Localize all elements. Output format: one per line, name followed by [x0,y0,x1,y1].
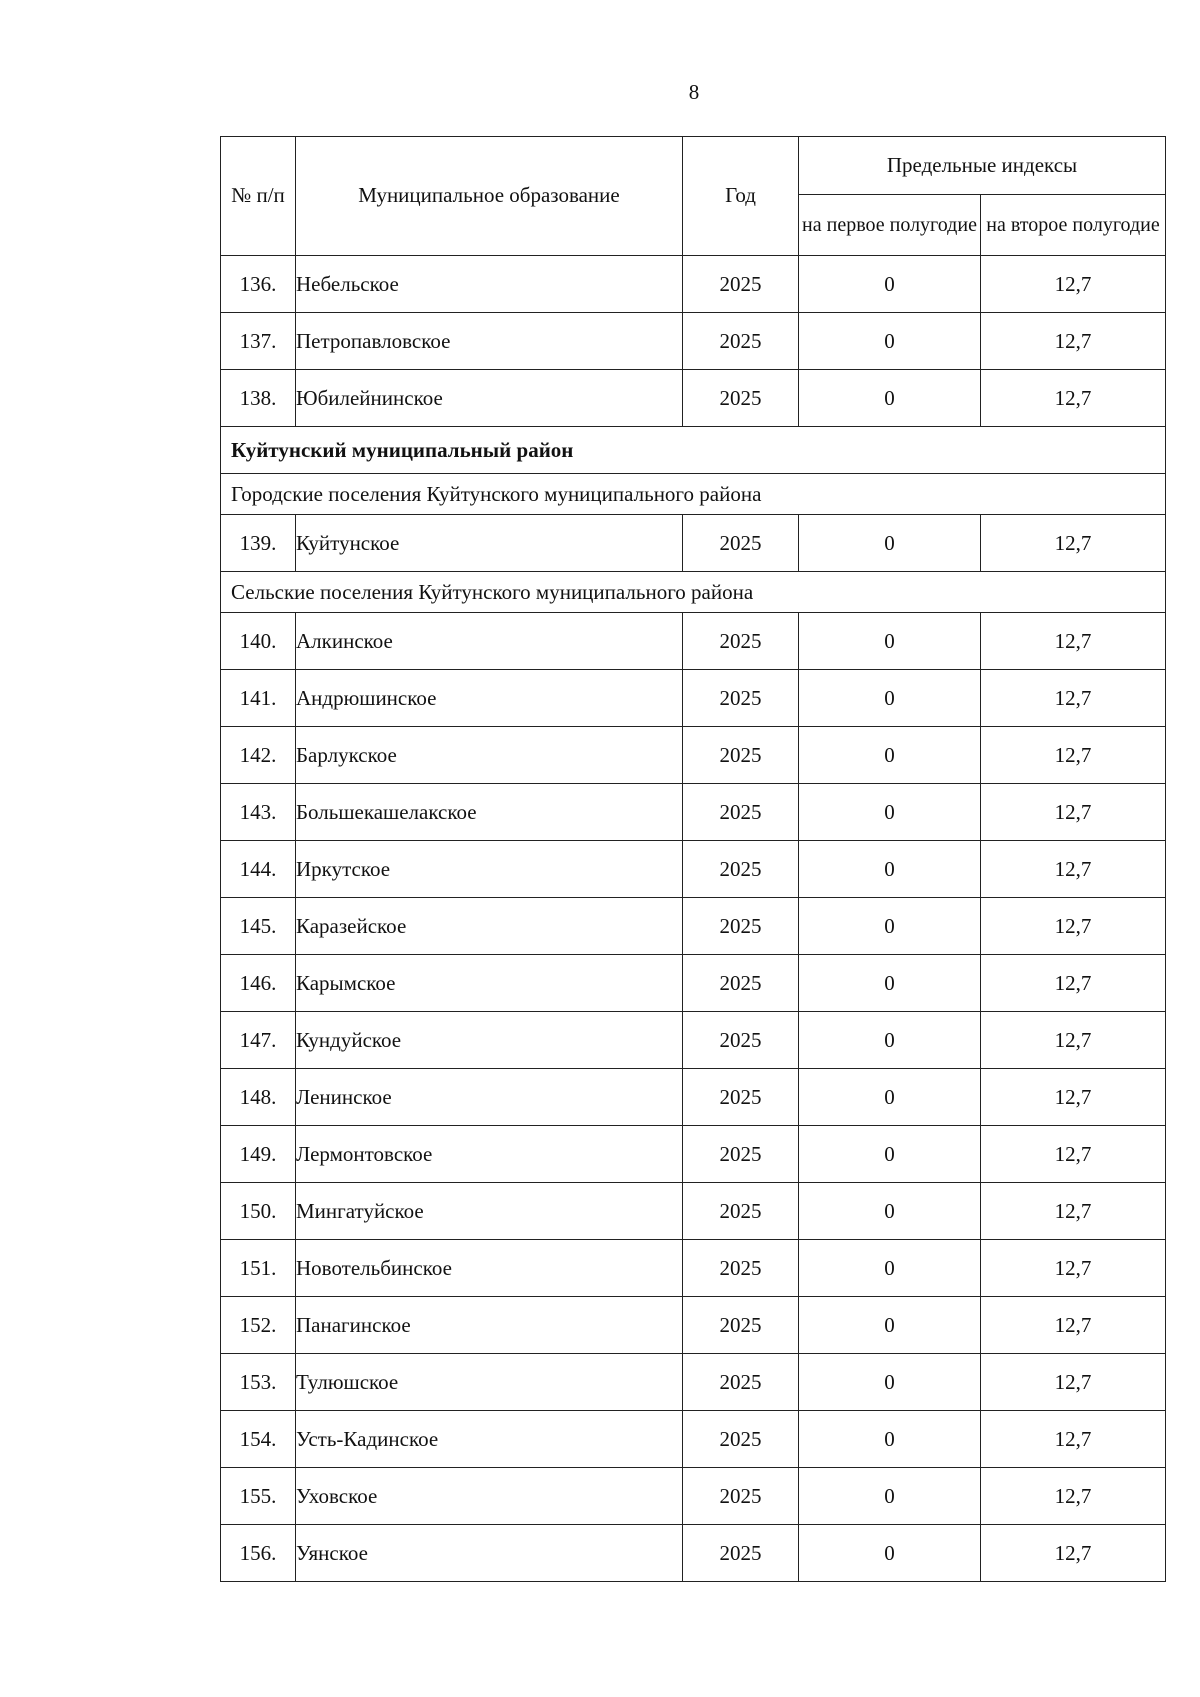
row-number: 145. [221,898,296,955]
year-cell: 2025 [683,1240,799,1297]
row-number: 146. [221,955,296,1012]
first-half-index: 0 [799,1411,981,1468]
second-half-index: 12,7 [981,841,1166,898]
municipality-name: Усть-Кадинское [296,1411,683,1468]
year-cell: 2025 [683,727,799,784]
table-row [221,370,1166,427]
second-half-index: 12,7 [981,898,1166,955]
row-number: 138. [221,370,296,427]
limit-indices-table [220,136,1166,1582]
table-row [221,256,1166,313]
row-number: 154. [221,1411,296,1468]
row-number: 149. [221,1126,296,1183]
municipality-name: Уховское [296,1468,683,1525]
table-row [221,613,1166,670]
municipality-name: Небельское [296,256,683,313]
row-number: 151. [221,1240,296,1297]
year-cell: 2025 [683,1468,799,1525]
rural-settlements-heading: Сельские поселения Куйтунского муниципального района [221,572,1166,613]
municipality-name: Новотельбинское [296,1240,683,1297]
second-half-index: 12,7 [981,256,1166,313]
second-half-index: 12,7 [981,955,1166,1012]
second-half-index: 12,7 [981,613,1166,670]
second-half-index: 12,7 [981,784,1166,841]
district-heading: Куйтунский муниципальный район [221,427,1166,474]
municipality-name: Алкинское [296,613,683,670]
first-half-index: 0 [799,1126,981,1183]
table-row [221,515,1166,572]
second-half-index: 12,7 [981,1126,1166,1183]
table-row [221,1411,1166,1468]
urban-settlements-heading-row [221,474,1166,515]
table-row [221,1240,1166,1297]
row-number: 136. [221,256,296,313]
municipality-name: Кундуйское [296,1012,683,1069]
municipality-name: Петропавловское [296,313,683,370]
first-half-index: 0 [799,841,981,898]
row-number: 144. [221,841,296,898]
first-half-index: 0 [799,670,981,727]
table-row [221,1012,1166,1069]
year-cell: 2025 [683,1411,799,1468]
first-half-index: 0 [799,370,981,427]
second-half-index: 12,7 [981,670,1166,727]
row-number: 155. [221,1468,296,1525]
header-year: Год [683,137,799,256]
row-number: 141. [221,670,296,727]
year-cell: 2025 [683,1069,799,1126]
header-limit-indices: Предельные индексы [799,137,1166,195]
table-body [221,256,1166,1582]
second-half-index: 12,7 [981,1468,1166,1525]
table-row [221,1354,1166,1411]
table-row [221,670,1166,727]
first-half-index: 0 [799,1069,981,1126]
first-half-index: 0 [799,898,981,955]
first-half-index: 0 [799,256,981,313]
year-cell: 2025 [683,1525,799,1582]
row-number: 143. [221,784,296,841]
municipality-name: Панагинское [296,1297,683,1354]
municipality-name: Каразейское [296,898,683,955]
municipality-name: Барлукское [296,727,683,784]
first-half-index: 0 [799,1297,981,1354]
second-half-index: 12,7 [981,515,1166,572]
second-half-index: 12,7 [981,1297,1166,1354]
municipality-name: Юбилейнинское [296,370,683,427]
first-half-index: 0 [799,515,981,572]
header-municipality: Муниципальное образование [296,137,683,256]
year-cell: 2025 [683,313,799,370]
table-row [221,1525,1166,1582]
first-half-index: 0 [799,1354,981,1411]
row-number: 137. [221,313,296,370]
second-half-index: 12,7 [981,1183,1166,1240]
year-cell: 2025 [683,841,799,898]
table-row [221,898,1166,955]
first-half-index: 0 [799,1012,981,1069]
table-row [221,955,1166,1012]
second-half-index: 12,7 [981,313,1166,370]
first-half-index: 0 [799,727,981,784]
second-half-index: 12,7 [981,727,1166,784]
municipality-name: Карымское [296,955,683,1012]
year-cell: 2025 [683,670,799,727]
first-half-index: 0 [799,784,981,841]
table-row [221,1183,1166,1240]
year-cell: 2025 [683,898,799,955]
header-first-half: на первое полугодие [799,195,981,256]
rural-settlements-heading-row [221,572,1166,613]
district-heading-row [221,427,1166,474]
first-half-index: 0 [799,313,981,370]
municipality-name: Мингатуйское [296,1183,683,1240]
row-number: 152. [221,1297,296,1354]
year-cell: 2025 [683,1012,799,1069]
first-half-index: 0 [799,613,981,670]
row-number: 156. [221,1525,296,1582]
municipality-name: Лермонтовское [296,1126,683,1183]
table-row [221,313,1166,370]
second-half-index: 12,7 [981,1354,1166,1411]
municipality-name: Куйтунское [296,515,683,572]
page-number: 8 [688,80,700,104]
year-cell: 2025 [683,955,799,1012]
second-half-index: 12,7 [981,1525,1166,1582]
first-half-index: 0 [799,1240,981,1297]
year-cell: 2025 [683,1126,799,1183]
year-cell: 2025 [683,515,799,572]
year-cell: 2025 [683,370,799,427]
year-cell: 2025 [683,1354,799,1411]
year-cell: 2025 [683,256,799,313]
row-number: 147. [221,1012,296,1069]
year-cell: 2025 [683,784,799,841]
row-number: 153. [221,1354,296,1411]
table-row [221,1126,1166,1183]
municipality-name: Ленинское [296,1069,683,1126]
first-half-index: 0 [799,955,981,1012]
municipality-name: Иркутское [296,841,683,898]
municipality-name: Большекашелакское [296,784,683,841]
municipality-name: Тулюшское [296,1354,683,1411]
second-half-index: 12,7 [981,1411,1166,1468]
second-half-index: 12,7 [981,370,1166,427]
table-row [221,727,1166,784]
second-half-index: 12,7 [981,1012,1166,1069]
row-number: 148. [221,1069,296,1126]
second-half-index: 12,7 [981,1069,1166,1126]
second-half-index: 12,7 [981,1240,1166,1297]
table-row [221,1468,1166,1525]
year-cell: 2025 [683,1297,799,1354]
table-row [221,841,1166,898]
year-cell: 2025 [683,1183,799,1240]
municipality-name: Андрюшинское [296,670,683,727]
municipality-name: Уянское [296,1525,683,1582]
row-number: 142. [221,727,296,784]
row-number: 139. [221,515,296,572]
table-row [221,1297,1166,1354]
row-number: 150. [221,1183,296,1240]
table-row [221,1069,1166,1126]
first-half-index: 0 [799,1468,981,1525]
row-number: 140. [221,613,296,670]
urban-settlements-heading: Городские поселения Куйтунского муниципального района [221,474,1166,515]
table-row [221,784,1166,841]
header-number: № п/п [221,137,296,256]
first-half-index: 0 [799,1525,981,1582]
year-cell: 2025 [683,613,799,670]
header-second-half: на второе полугодие [981,195,1166,256]
first-half-index: 0 [799,1183,981,1240]
